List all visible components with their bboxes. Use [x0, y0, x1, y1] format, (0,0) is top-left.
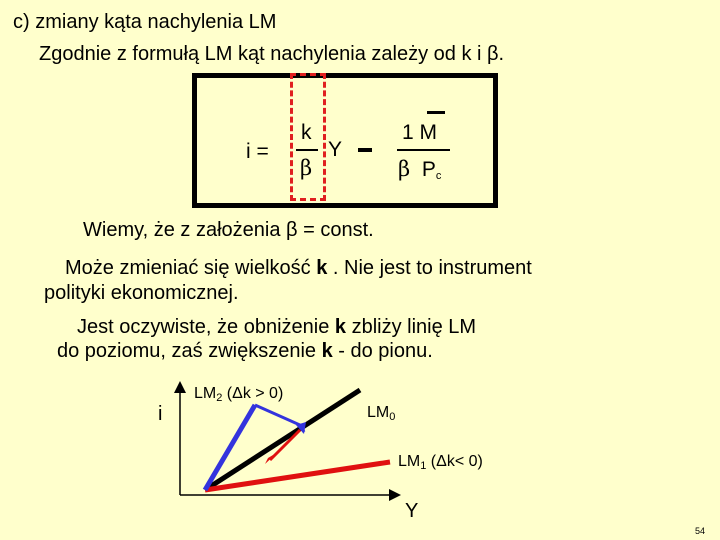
lm2-label — [194, 385, 283, 404]
p3-k2-bold: k — [321, 340, 333, 362]
section-heading: c) zmiany kąta nachylenia LM — [13, 11, 277, 33]
lm2-line — [205, 405, 255, 490]
p3-text-a: Jest oczywiste, że obniżenie — [77, 316, 335, 338]
lm0-subscript: 0 — [389, 411, 396, 423]
page-number: 54 — [695, 526, 706, 536]
lm2-subscript: 2 — [216, 392, 223, 404]
p2-text-a: Może zmieniać się wielkość — [65, 257, 317, 279]
formula-p-subscript: c — [435, 170, 442, 182]
paragraph-1: Wiemy, że z założenia β = const. — [83, 219, 374, 241]
graph-x-axis-label: Y — [405, 500, 419, 522]
p2-k-bold: k — [316, 257, 328, 279]
formula-y: Y — [328, 138, 343, 161]
formula-beta-1: β — [300, 156, 313, 180]
p3-k1-bold: k — [334, 316, 347, 338]
lm0-line — [205, 390, 360, 490]
lm1-condition: (Δk< 0) — [426, 453, 483, 470]
lm1-label — [398, 453, 483, 472]
p3-text-b: zbliży linię LM — [346, 316, 477, 338]
graph-y-axis-label: i — [158, 403, 163, 425]
formula-p: P — [421, 158, 436, 181]
rotation-arrow-down-head — [265, 452, 278, 464]
lm1-text: LM — [398, 453, 421, 470]
formula-i-equals: i = — [246, 140, 269, 163]
lm0-label — [367, 404, 395, 423]
lm2-text: LM — [194, 385, 217, 402]
formula-beta-2: β — [398, 157, 411, 181]
lm1-line — [205, 462, 390, 490]
lm1-subscript: 1 — [420, 460, 427, 472]
p3-text-c: do poziomu, zaś zwiększenie — [57, 340, 322, 362]
formula-one-m: 1 M — [402, 121, 438, 144]
p3-text-d: - do pionu. — [332, 340, 433, 362]
formula-k: k — [301, 121, 312, 144]
p2-text-b: . Nie jest to instrument — [327, 257, 532, 279]
intro-text: Zgodnie z formułą LM kąt nachylenia zależy od k i β. — [39, 43, 505, 65]
lm0-text: LM — [367, 404, 390, 421]
lm2-condition: (Δk > 0) — [222, 385, 284, 402]
paragraph-2-line-2: polityki ekonomicznej. — [44, 282, 239, 304]
